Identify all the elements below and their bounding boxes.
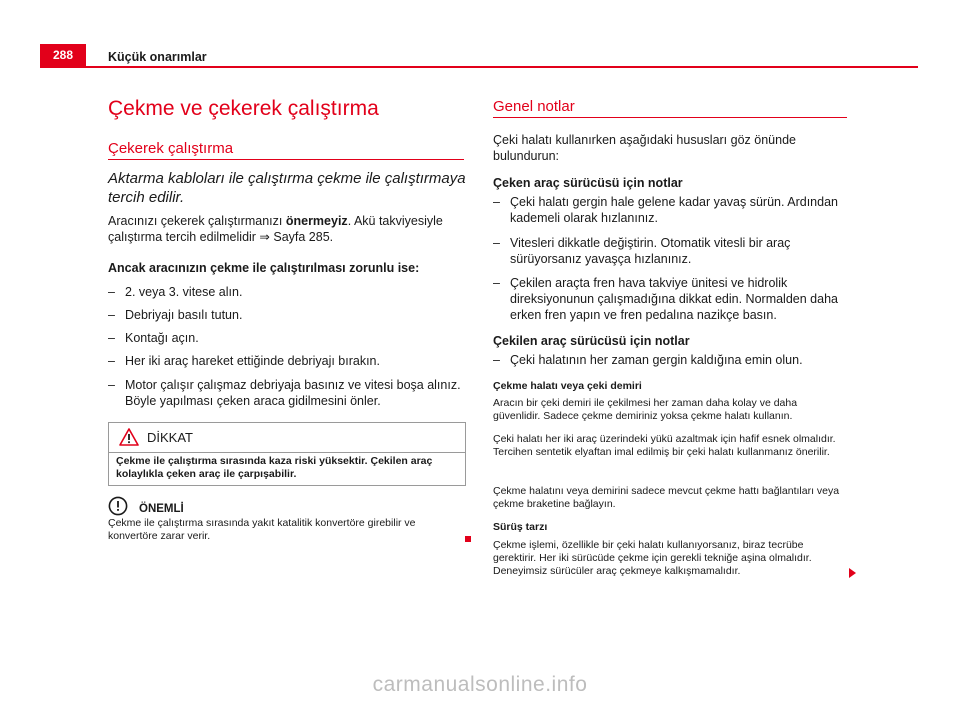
note-title: ÖNEMLİ [139, 503, 184, 515]
section-title: Çekerek çalıştırma [108, 140, 234, 157]
list-dash: – [493, 236, 500, 250]
list-dash: – [108, 331, 115, 345]
driver-notes-heading: Çeken araç sürücüsü için notlar [493, 176, 683, 190]
list-dash: – [108, 285, 115, 299]
list-dash: – [493, 353, 500, 367]
warning-triangle-icon [119, 428, 139, 446]
note-body: Çekme ile çalıştırma sırasında yakıt katalitik konvertöre girebilir ve konvertöre zarar verir. [108, 517, 416, 542]
list-item-text: Motor çalışır çalışmaz debriyaja basınız ve vitesi boşa alınız. Böyle yapılması çeken araca gidilmesini önler. [125, 378, 461, 408]
section-end-marker [465, 536, 471, 542]
section-divider [108, 159, 464, 160]
lead-text: Aktarma kabloları ile çalıştırma çekme ile çalıştırmaya tercih edilir. [108, 170, 466, 206]
list-item-text: Vitesleri dikkatle değiştirin. Otomatik vitesli bir araç sürüyorsanız yavaşça hızlanınız. [510, 236, 791, 266]
general-notes-divider [493, 117, 847, 118]
list-dash: – [108, 354, 115, 368]
tow-rope-paragraph-3: Çekme halatını veya demirini sadece mevcut çekme hattı bağlantıları veya çekme braketine bağlayın. [493, 485, 840, 510]
list-dash: – [493, 195, 500, 209]
tow-rope-heading: Çekme halatı veya çeki demiri [493, 380, 642, 392]
general-notes-intro: Çeki halatı kullanırken aşağıdaki hususları göz önünde bulundurun: [493, 133, 796, 163]
continue-arrow-icon [849, 568, 856, 578]
driving-style-paragraph: Çekme işlemi, özellikle bir çeki halatı kullanıyorsanız, biraz tecrübe gerektirir. Her iki sürücüde çekme için gerekli tekniğe aşina olmalıdır. Deneyimsiz sürücüler araç çekmeye kalkışmamalıdır. [493, 539, 812, 577]
tow-rope-paragraph-2: Çeki halatı her iki araç üzerindeki yükü azaltmak için hafif esnek olmalıdır. Tercihen sentetik elyaftan imal edilmiş bir çeki halatı kullanmanız önerilir. [493, 433, 836, 458]
list-item-text: Kontağı açın. [125, 331, 199, 345]
page-number: 288 [40, 44, 86, 66]
steps-heading: Ancak aracınızın çekme ile çalıştırılması zorunlu ise: [108, 261, 420, 275]
list-item-text: Debriyajı basılı tutun. [125, 308, 243, 322]
intro-text-start: Aracınızı çekerek çalıştırmanızı [108, 214, 286, 228]
intro-text-bold: önermeyiz [285, 214, 348, 228]
intro-text-end: . Akü takviyesiyle çalıştırma tercih edilmelidir ⇒ Sayfa 285. [108, 214, 443, 244]
header-title: Küçük onarımlar [108, 50, 207, 64]
warning-title: DİKKAT [147, 430, 193, 445]
general-notes-title: Genel notlar [493, 98, 575, 115]
list-item-text: Çekilen araçta fren hava takviye ünitesi ve hidrolik direksiyonunun çalışmadığına dikkat edin. Normalden daha erken fren yapın ve fren pedalına nazikçe basın. [510, 276, 838, 322]
driving-style-heading: Sürüş tarzı [493, 521, 548, 533]
list-dash: – [108, 308, 115, 322]
list-item-text: 2. veya 3. vitese alın. [125, 285, 243, 299]
list-item-text: Çeki halatı gergin hale gelene kadar yavaş sürün. Ardından kademeli olarak hızlanınız. [510, 195, 838, 225]
warning-header [109, 423, 465, 453]
list-item-text: Her iki araç hareket ettiğinde debriyajı bırakın. [125, 354, 380, 368]
header-divider [40, 66, 918, 68]
list-dash: – [493, 276, 500, 290]
tow-rope-paragraph-1: Aracın bir çeki demiri ile çekilmesi her zaman daha kolay ve daha güvenlidir. Sadece çekme demiriniz yoksa çekme halatı kullanın. [493, 397, 798, 422]
intro-paragraph [108, 213, 464, 245]
exclamation-icon [108, 496, 128, 516]
list-dash: – [108, 378, 115, 392]
watermark: carmanualsonline.info [372, 673, 588, 696]
list-item-text: Çeki halatının her zaman gergin kaldığına emin olun. [510, 353, 803, 367]
page-title: Çekme ve çekerek çalıştırma [108, 97, 379, 120]
warning-box [108, 422, 466, 486]
warning-body: Çekme ile çalıştırma sırasında kaza riski yüksektir. Çekilen araç kolaylıkla çeken araç ile çarpışabilir. [116, 455, 433, 480]
towed-notes-heading: Çekilen araç sürücüsü için notlar [493, 334, 690, 348]
